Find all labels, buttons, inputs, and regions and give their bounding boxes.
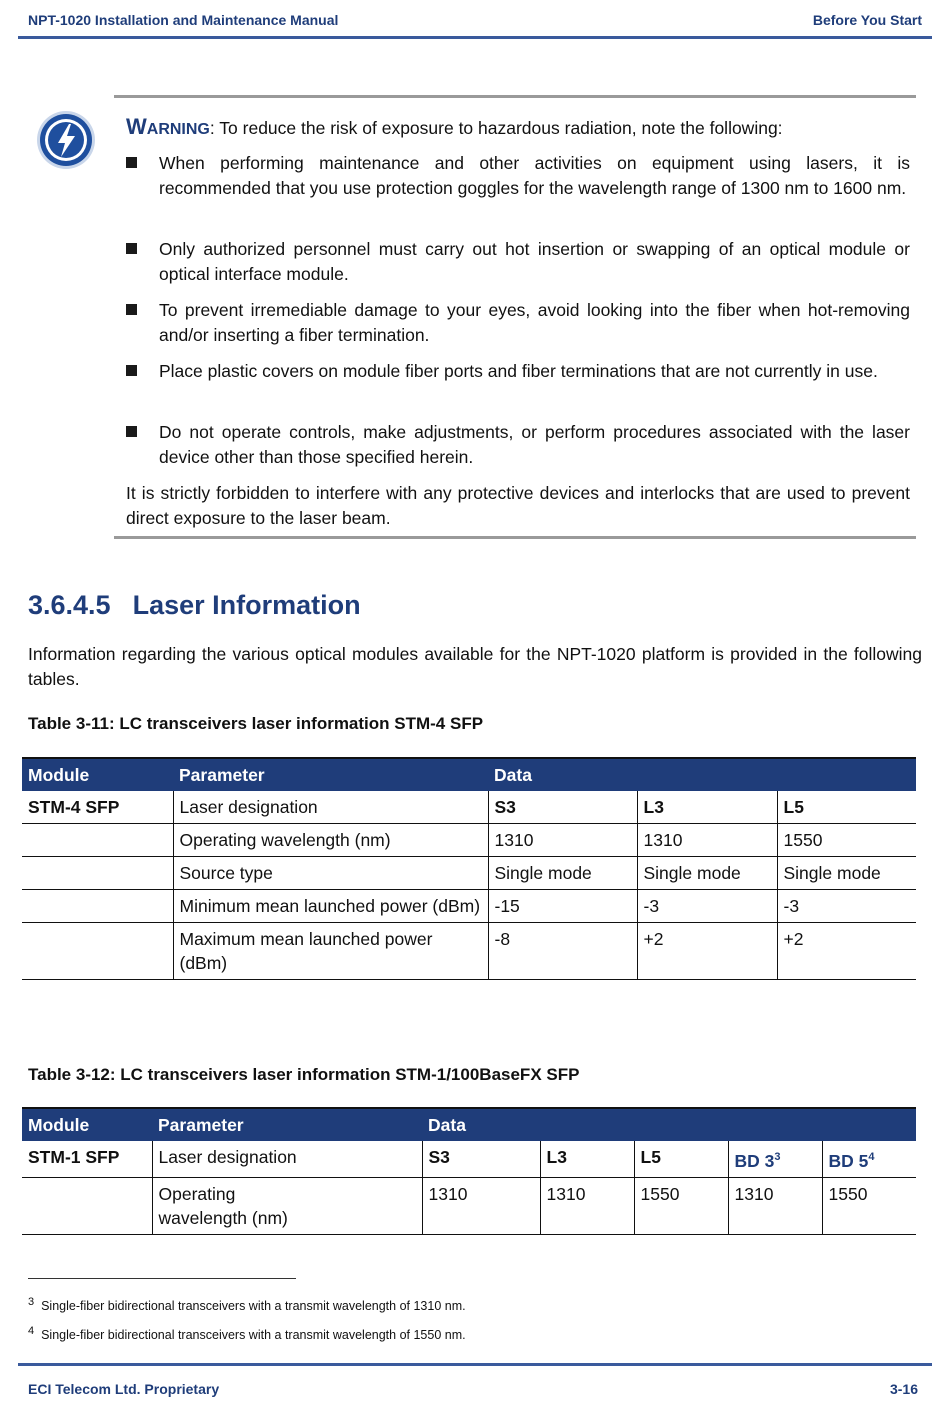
table-cell: -3 [777,890,916,923]
warning-bullet: Place plastic covers on module fiber ports and fiber terminations that are not currently in use. [159,361,878,381]
table-cell: Minimum mean launched power (dBm) [173,890,488,923]
table-cell: 1310 [488,824,637,857]
warning-bullet: When performing maintenance and other activities on equipment using lasers, it is recommended that you use protection goggles for the wavelength range of 1300 nm to 1600 nm. [159,153,910,198]
table-cell: STM-4 SFP [22,791,173,824]
warning-intro [126,114,910,142]
warning-intro-text: : To reduce the risk of exposure to hazardous radiation, note the following: [209,118,783,138]
lightning-bolt-icon [36,110,96,170]
section-number: 3.6.4.5 [28,590,111,620]
section-heading [28,590,361,621]
table-cell: 1310 [637,824,777,857]
table-row [22,857,916,890]
table-cell: Source type [173,857,488,890]
table-row [22,824,916,857]
section-title: Laser Information [132,590,361,620]
bullet-icon [126,157,137,168]
table-cell: L5 [777,791,916,824]
table-cell: L5 [634,1141,728,1177]
table-cell: STM-1 SFP [22,1141,152,1177]
footnote-ref[interactable]: 3 [774,1151,781,1163]
table-cell: 1310 [422,1177,540,1234]
footnote-link-text[interactable]: BD 5 [828,1150,869,1171]
footnote-rule [28,1278,296,1279]
table-cell [728,1141,822,1177]
footnote-text: Single-fiber bidirectional transceivers with a transmit wavelength of 1310 nm. [41,1299,466,1314]
warning-bullet: To prevent irremediable damage to your eyes, avoid looking into the fiber when hot-removing and/or inserting a fiber termination. [159,300,910,345]
footer-proprietary: ECI Telecom Ltd. Proprietary [28,1381,220,1397]
table-cell: Single mode [488,857,637,890]
table-header-row [22,1108,916,1141]
table-cell: -8 [488,923,637,980]
footnote-link-text[interactable]: BD 3 [734,1150,775,1171]
table-cell [22,923,173,980]
column-header: Module [22,1108,152,1141]
warning-bullet: Do not operate controls, make adjustments, or perform procedures associated with the laser device other than those specified herein. [159,422,910,467]
warning-bullet: Only authorized personnel must carry out hot insertion or swapping of an optical module or optical interface module. [159,239,910,284]
table-cell: 1550 [634,1177,728,1234]
bullet-icon [126,365,137,376]
table-row [22,890,916,923]
table-cell: L3 [540,1141,634,1177]
table-row [22,1177,916,1234]
table-cell: Single mode [777,857,916,890]
header-title: NPT-1020 Installation and Maintenance Manual [28,12,339,28]
header-rule [18,36,932,39]
warning-title-rest: ARNING [146,121,210,138]
table-cell [22,824,173,857]
warning-title-initial: W [126,114,147,139]
table-cell [22,857,173,890]
footer-rule [18,1363,932,1366]
table-cell: Operating wavelength (nm) [173,824,488,857]
footnote-number: 4 [28,1325,35,1337]
bullet-icon [126,426,137,437]
footnote-ref[interactable]: 4 [868,1151,875,1163]
warning-closing: It is strictly forbidden to interfere with any protective devices and interlocks that are used to prevent direct exposure to the laser beam. [126,483,910,528]
table-cell [822,1141,916,1177]
table-cell: 1310 [540,1177,634,1234]
table-cell: Laser designation [152,1141,422,1177]
laser-table-stm4 [22,757,916,980]
bullet-icon [126,304,137,315]
table-cell: +2 [777,923,916,980]
table-cell: 1550 [822,1177,916,1234]
table-row [22,1141,916,1177]
footnote-text: Single-fiber bidirectional transceivers with a transmit wavelength of 1550 nm. [41,1328,466,1343]
section-intro: Information regarding the various optical modules available for the NPT-1020 platform is provided in the following tables. [28,644,922,689]
table-cell: Operating wavelength (nm) [152,1177,422,1234]
table-cell: -15 [488,890,637,923]
laser-table-stm1 [22,1107,916,1235]
table-cell: S3 [488,791,637,824]
page-number: 3-16 [889,1381,918,1397]
table-cell: L3 [637,791,777,824]
table-cell: Single mode [637,857,777,890]
table-cell [22,890,173,923]
table-cell: +2 [637,923,777,980]
footnote-number: 3 [28,1296,35,1308]
column-header: Parameter [173,758,488,791]
table-row [22,923,916,980]
table-cell: Maximum mean launched power (dBm) [173,923,488,980]
column-header: Parameter [152,1108,422,1141]
table-row [22,791,916,824]
table-cell: -3 [637,890,777,923]
column-header: Data [422,1108,916,1141]
column-header: Data [488,758,916,791]
table-cell [22,1177,152,1234]
bullet-icon [126,243,137,254]
table-cell: 1550 [777,824,916,857]
table-cell: 1310 [728,1177,822,1234]
table-caption: Table 3-12: LC transceivers laser information STM-1/100BaseFX SFP [28,1065,580,1084]
table-caption: Table 3-11: LC transceivers laser information STM-4 SFP [28,714,484,733]
table-cell: Laser designation [173,791,488,824]
footnote [28,1296,466,1313]
header-section: Before You Start [812,12,922,28]
table-header-row [22,758,916,791]
table-cell: S3 [422,1141,540,1177]
footnote [28,1325,466,1342]
column-header: Module [22,758,173,791]
